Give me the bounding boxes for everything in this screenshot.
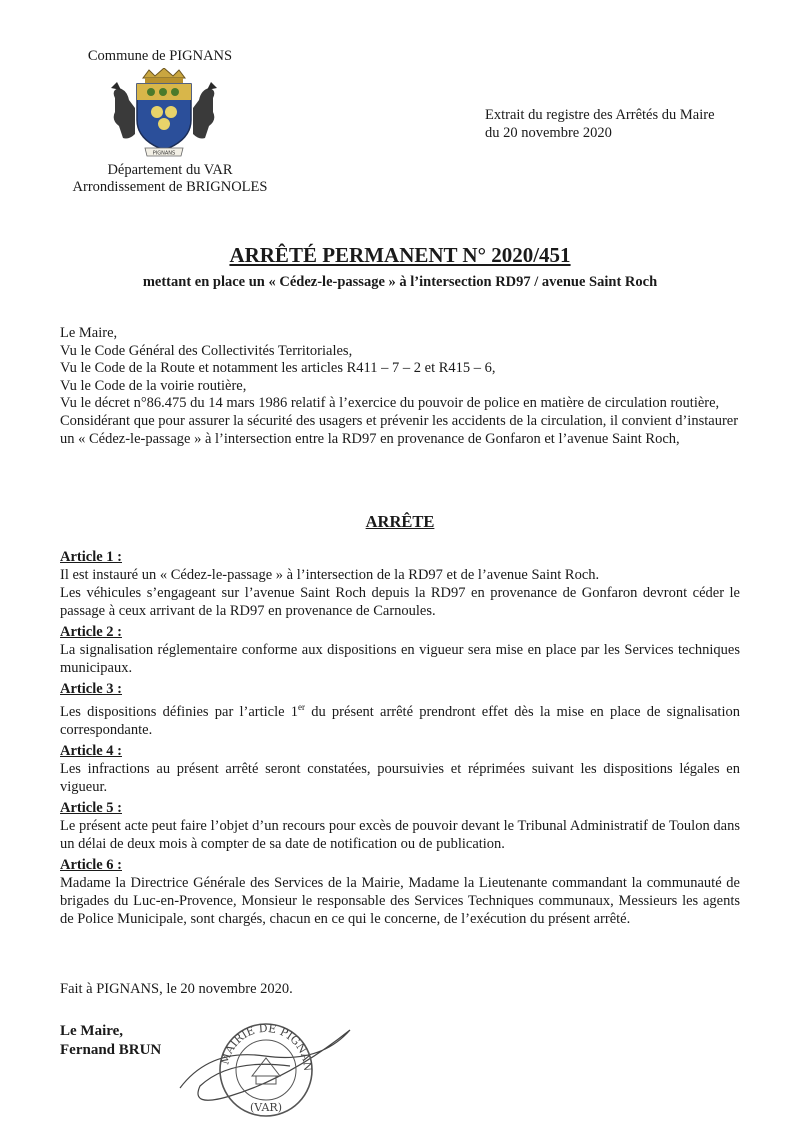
crest-banner-text: PIGNANS [152,150,176,157]
svg-text:MAIRIE DE PIGNANS [170,1008,314,1072]
article-heading: Article 1 : [60,549,122,565]
article-paragraph: Les dispositions définies par l’article 1er du présent arrêté prendront effet dès la mise en place de signalisation correspondante. [60,702,740,738]
article-paragraph: Il est instauré un « Cédez-le-passage » à l’intersection de la RD97 et de l’avenue Saint Roch. [60,567,600,583]
article-paragraph: Les infractions au présent arrêté seront constatées, poursuivies et réprimées suivant les dispositions légales en vigueur. [60,760,740,795]
stamp-text-bottom: (VAR) [249,1101,283,1114]
document-subtitle: mettant en place un « Cédez-le-passage » à l’intersection RD97 / avenue Saint Roch [142,274,658,290]
article-heading: Article 5 : [60,799,122,816]
extract-line-2: du 20 novembre 2020 [485,125,612,141]
ordinal-superscript: er [298,702,306,712]
articles-section [60,548,740,931]
extract-line-1: Extrait du registre des Arrêtés du Maire [485,107,715,123]
article-body [60,641,740,677]
article-heading: Article 2 : [60,624,122,640]
preamble [60,325,740,448]
article-paragraph: Les véhicules s’engageant sur l’avenue Saint Roch depuis la RD97 en provenance de Gonfaron devront céder le passage à ceux arrivant de la RD97 en provenance de Carnoules. [60,585,740,619]
official-stamp [170,1008,360,1123]
article-paragraph: Madame la Directrice Générale des Services de la Mairie, Madame la Lieutenante commandant la communauté de brigades du Luc-en-Provence, Monsieur le responsable des Services Techniques communaux, Messieurs les agents de Police Municipale, sont chargés, chacun en ce qui le concerne, de l’exécution du présent arrêté. [60,874,740,927]
preamble-line: Le Maire, [60,325,118,341]
article-paragraph: Le présent acte peut faire l’objet d’un recours pour excès de pouvoir devant le Tribunal Administratif de Toulon dans un délai de deux mois à compter de sa date de notification ou de publication. [60,817,740,852]
article-6 [60,856,740,928]
register-extract [485,106,775,142]
coat-of-arms-logo [105,68,223,160]
article-heading: Article 6 : [60,856,122,873]
article-1 [60,548,740,620]
signatory-role: Le Maire, [60,1023,124,1039]
department-name: Département du VAR [107,162,233,178]
article-body [60,698,740,739]
signatory-name: Fernand BRUN [60,1042,162,1058]
article-heading: Article 3 : [60,681,122,697]
preamble-line: Vu le Code de la voirie routière, [60,377,247,394]
article-2 [60,623,740,677]
document-title: ARRÊTÉ PERMANENT N° 2020/451 [229,243,571,267]
article-body [60,817,740,853]
stamp-text-top: MAIRIE DE PIGNAN [218,1021,315,1072]
crest-icon [105,68,223,160]
article-paragraph: La signalisation réglementaire conforme aux dispositions en vigueur sera mise en place par les Services techniques municipaux. [60,642,740,676]
article-3 [60,680,740,739]
article-heading: Article 4 : [60,742,122,759]
signing-place-date: Fait à PIGNANS, le 20 novembre 2020. [60,981,293,997]
department-block [40,162,300,196]
article-5 [60,799,740,853]
commune-name: Commune de PIGNANS [87,48,233,64]
article-body [60,874,740,928]
article-body [60,760,740,796]
arrondissement-name: Arrondissement de BRIGNOLES [72,179,268,195]
arrete-heading: ARRÊTE [365,512,435,531]
stamp-icon [170,1008,360,1123]
preamble-line: Vu le Code Général des Collectivités Territoriales, [60,342,353,359]
preamble-line: Vu le décret n°86.475 du 14 mars 1986 relatif à l’exercice du pouvoir de police en matière de circulation routière, [60,395,720,412]
preamble-line: Vu le Code de la Route et notamment les articles R411 – 7 – 2 et R415 – 6, [60,360,496,377]
preamble-line: Considérant que pour assurer la sécurité des usagers et prévenir les accidents de la circulation, il convient d’instaurer un « Cédez-le-passage » à l’intersection entre la RD97 en provenance de Gonfaron et l’avenue Saint Roch, [60,412,739,447]
article-body [60,566,740,620]
article-4 [60,742,740,796]
